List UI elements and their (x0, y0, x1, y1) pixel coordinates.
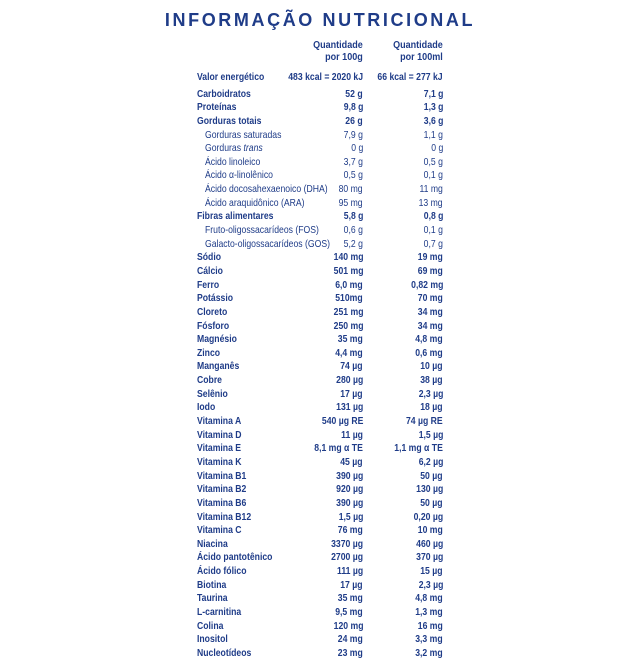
value-per-100g: 95 mg (338, 197, 363, 209)
value-per-100g: 8,1 mg α TE (314, 443, 363, 455)
value-per-100ml: 34 mg (417, 320, 443, 332)
nutrient-row (197, 565, 443, 579)
nutrient-row (197, 183, 443, 197)
nutrient-label: Vitamina C (197, 525, 242, 537)
value-per-100ml: 130 µg (415, 484, 443, 496)
value-per-100ml: 66 kcal = 277 kJ (377, 72, 443, 83)
value-per-100g: 2700 µg (331, 552, 363, 564)
value-per-100g: 74 µg (340, 361, 363, 373)
nutrient-row (197, 388, 443, 402)
nutrient-label: Ácido araquidônico (ARA) (205, 197, 305, 209)
value-per-100g: 26 g (345, 115, 363, 127)
nutrient-row (197, 347, 443, 361)
value-per-100g: 920 µg (335, 484, 363, 496)
value-per-100g: 5,2 g (343, 238, 363, 250)
nutrient-row (197, 429, 443, 443)
column-header-line2: por 100ml (400, 51, 443, 63)
value-per-100ml: 10 µg (420, 361, 443, 373)
value-per-100g: 111 µg (336, 566, 363, 578)
value-per-100g: 80 mg (338, 184, 363, 196)
value-per-100g: 5,8 g (343, 211, 363, 223)
value-per-100g: 11 µg (341, 429, 363, 441)
nutrient-row (197, 169, 443, 183)
nutrient-label: Sódio (197, 252, 222, 264)
value-per-100ml: 0,20 µg (413, 511, 443, 523)
nutrient-label: Valor energético (197, 72, 265, 83)
nutrient-label: Vitamina B6 (197, 497, 247, 509)
value-per-100g: 0,5 g (343, 170, 363, 182)
nutrient-row (197, 251, 443, 265)
value-per-100g: 1,5 µg (338, 511, 363, 523)
value-per-100ml: 1,5 µg (418, 429, 443, 441)
value-per-100g: 6,0 mg (335, 279, 363, 291)
value-per-100g: 250 mg (333, 320, 363, 332)
value-per-100ml: 0,1 g (423, 170, 443, 182)
nutrient-row (197, 511, 443, 525)
value-per-100ml: 69 mg (417, 265, 443, 277)
nutrient-label: Vitamina B12 (197, 511, 252, 523)
nutrient-label: Ácido docosahexaenoico (DHA) (205, 184, 328, 196)
value-per-100ml: 3,6 g (423, 115, 443, 127)
value-per-100g: 35 mg (337, 334, 363, 346)
value-per-100g: 3370 µg (331, 538, 363, 550)
value-per-100ml: 38 µg (420, 375, 443, 387)
nutrient-label: Galacto-oligossacarídeos (GOS) (205, 238, 330, 250)
nutrition-table-title: INFORMAÇÃO NUTRICIONAL (164, 10, 476, 30)
value-per-100ml: 3,2 mg (415, 647, 443, 659)
value-per-100ml: 18 µg (420, 402, 443, 414)
value-per-100ml: 0 g (430, 143, 443, 155)
value-per-100ml: 0,82 mg (410, 279, 443, 291)
value-per-100ml: 16 mg (417, 620, 443, 632)
nutrient-label: Zinco (197, 347, 221, 359)
value-per-100ml: 70 mg (417, 293, 443, 305)
value-per-100g: 23 mg (337, 647, 363, 659)
nutrient-row (197, 401, 443, 415)
nutrient-row (197, 210, 443, 224)
nutrient-label: Cloreto (197, 306, 228, 318)
nutrition-table-body (197, 71, 443, 661)
nutrient-label: Taurina (197, 593, 228, 605)
value-per-100ml: 370 µg (415, 552, 443, 564)
value-per-100ml: 1,3 g (423, 102, 443, 114)
value-per-100g: 390 µg (335, 470, 363, 482)
value-per-100g: 390 µg (335, 497, 363, 509)
nutrient-row (197, 524, 443, 538)
nutrient-row (197, 71, 443, 85)
nutrient-row (197, 456, 443, 470)
value-per-100g: 7,9 g (343, 129, 363, 141)
value-per-100g: 24 mg (337, 634, 363, 646)
column-header-per-100ml (393, 39, 443, 63)
value-per-100g: 3,7 g (343, 156, 363, 168)
value-per-100ml: 50 µg (420, 497, 443, 509)
nutrient-row (197, 470, 443, 484)
value-per-100g: 17 µg (340, 388, 363, 400)
nutrient-label: Ácido α-linolênico (205, 170, 273, 182)
value-per-100ml: 0,7 g (423, 238, 443, 250)
value-per-100g: 76 mg (337, 525, 363, 537)
value-per-100ml: 0,6 mg (415, 347, 443, 359)
nutrient-row (197, 620, 443, 634)
nutrient-label: Gorduras saturadas (205, 129, 282, 141)
column-header-line1: Quantidade (313, 39, 363, 51)
value-per-100ml: 10 mg (417, 525, 443, 537)
value-per-100ml: 1,3 mg (415, 606, 443, 618)
nutrient-row (197, 88, 443, 102)
nutrient-label: Potássio (197, 293, 234, 305)
nutrient-row (197, 633, 443, 647)
nutrient-row (197, 279, 443, 293)
value-per-100ml: 74 µg RE (406, 416, 443, 428)
value-per-100ml: 4,8 mg (415, 593, 443, 605)
value-per-100ml: 13 mg (418, 197, 443, 209)
value-per-100ml: 19 mg (417, 252, 443, 264)
nutrient-row (197, 647, 443, 661)
nutrient-label: Fruto-oligossacarídeos (FOS) (205, 225, 319, 237)
nutrient-row (197, 442, 443, 456)
nutrient-row (197, 551, 443, 565)
nutrient-label: Ácido fólico (197, 566, 247, 578)
value-per-100g: 9,8 g (343, 102, 363, 114)
value-per-100ml: 2,3 µg (418, 388, 443, 400)
nutrient-label: Fósforo (197, 320, 230, 332)
value-per-100ml: 0,1 g (423, 225, 443, 237)
nutrient-row (197, 156, 443, 170)
value-per-100ml: 0,8 g (423, 211, 443, 223)
column-header-line2: por 100g (325, 51, 363, 63)
column-header-per-100g (313, 39, 363, 63)
nutrient-label: L-carnitina (197, 606, 242, 618)
nutrient-row (197, 360, 443, 374)
nutrient-label: Colina (197, 620, 224, 632)
nutrient-row (197, 265, 443, 279)
value-per-100ml: 11 mg (419, 184, 443, 196)
nutrient-label: Carboidratos (197, 88, 251, 100)
column-header-line1: Quantidade (393, 39, 443, 51)
nutrient-label: Proteínas (197, 102, 237, 114)
value-per-100ml: 7,1 g (423, 88, 443, 100)
nutrient-label: Manganês (197, 361, 240, 373)
value-per-100g: 131 µg (335, 402, 363, 414)
nutrient-label: Ferro (197, 279, 220, 291)
nutrient-label: Magnésio (197, 334, 237, 346)
value-per-100g: 120 mg (333, 620, 363, 632)
nutrient-row (197, 101, 443, 115)
nutrient-label: Niacina (197, 538, 228, 550)
value-per-100g: 501 mg (333, 265, 363, 277)
nutrient-row (197, 224, 443, 238)
nutrient-row (197, 497, 443, 511)
nutrient-label: Vitamina B2 (197, 484, 247, 496)
value-per-100ml: 3,3 mg (415, 634, 443, 646)
value-per-100g: 9,5 mg (335, 606, 363, 618)
nutrient-label: Fibras alimentares (197, 211, 274, 223)
nutrient-row (197, 333, 443, 347)
value-per-100ml: 34 mg (417, 306, 443, 318)
nutrient-row (197, 292, 443, 306)
value-per-100g: 251 mg (333, 306, 363, 318)
nutrient-label: Vitamina A (197, 416, 242, 428)
nutrient-label: Vitamina K (197, 456, 242, 468)
nutrient-row (197, 538, 443, 552)
nutrient-row (197, 320, 443, 334)
nutrient-row (197, 606, 443, 620)
value-per-100g: 35 mg (337, 593, 363, 605)
value-per-100ml: 15 µg (420, 566, 443, 578)
value-per-100g: 0 g (350, 143, 363, 155)
nutrient-row (197, 415, 443, 429)
nutrient-row (197, 129, 443, 143)
nutrient-label: Cobre (197, 375, 222, 387)
nutrient-label: Vitamina B1 (197, 470, 247, 482)
value-per-100ml: 4,8 mg (415, 334, 443, 346)
nutrient-label: Ácido linoleico (205, 156, 261, 168)
value-per-100g: 280 µg (335, 375, 363, 387)
nutrient-label: Ácido pantotênico (197, 552, 273, 564)
value-per-100g: 4,4 mg (335, 347, 363, 359)
nutrient-label: Vitamina E (197, 443, 242, 455)
nutrient-row (197, 483, 443, 497)
value-per-100g: 483 kcal = 2020 kJ (288, 72, 363, 83)
nutrient-row (197, 197, 443, 211)
value-per-100g: 52 g (345, 88, 363, 100)
nutrient-row (197, 115, 443, 129)
value-per-100g: 45 µg (340, 456, 363, 468)
value-per-100ml: 1,1 mg α TE (394, 443, 443, 455)
nutrient-label: Vitamina D (197, 429, 242, 441)
nutrient-row (197, 238, 443, 252)
value-per-100ml: 50 µg (420, 470, 443, 482)
value-per-100ml: 6,2 µg (418, 456, 443, 468)
nutrient-label: Biotina (197, 579, 227, 591)
value-per-100ml: 2,3 µg (418, 579, 443, 591)
nutrient-label: Selênio (197, 388, 228, 400)
nutrient-label: Gorduras totais (197, 115, 262, 127)
nutrient-label: Nucleotídeos (197, 647, 252, 659)
nutrient-label: Inositol (197, 634, 228, 646)
nutrient-label: Gorduras trans (205, 143, 263, 155)
value-per-100ml: 0,5 g (423, 156, 443, 168)
nutrient-row (197, 142, 443, 156)
value-per-100g: 17 µg (340, 579, 363, 591)
value-per-100g: 0,6 g (343, 225, 363, 237)
nutrient-label: Iodo (197, 402, 216, 414)
value-per-100ml: 460 µg (415, 538, 443, 550)
value-per-100g: 540 µg RE (321, 416, 363, 428)
nutrient-label: Cálcio (197, 265, 223, 277)
value-per-100g: 140 mg (333, 252, 363, 264)
nutrient-row (197, 306, 443, 320)
value-per-100ml: 1,1 g (423, 129, 443, 141)
value-per-100g: 510mg (335, 293, 363, 305)
nutrient-row (197, 592, 443, 606)
nutrient-row (197, 579, 443, 593)
nutrient-row (197, 374, 443, 388)
